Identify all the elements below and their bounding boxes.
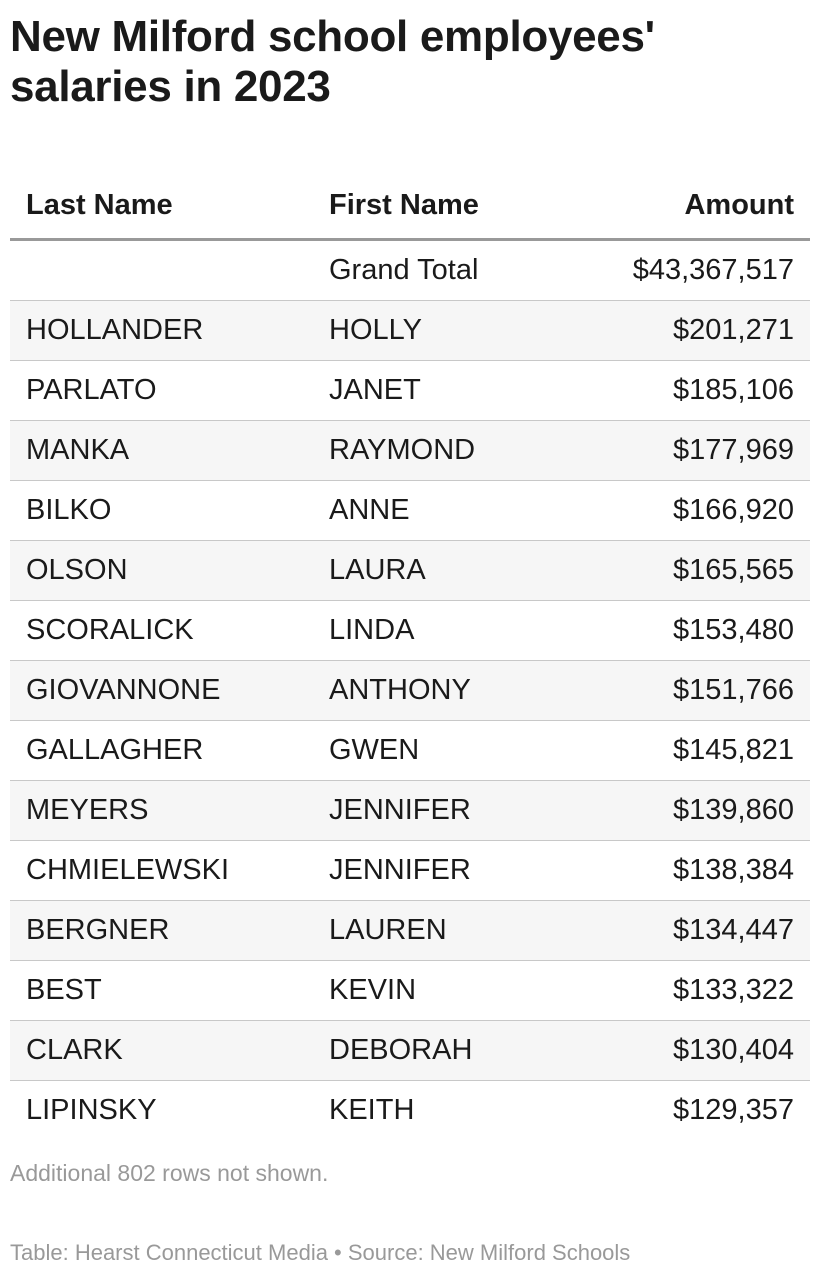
cell-last-name [10, 240, 313, 301]
cell-amount: $139,860 [584, 781, 810, 841]
table-row [10, 1021, 810, 1081]
salary-table [10, 172, 810, 1140]
cell-last-name: MANKA [10, 421, 313, 481]
cell-last-name: OLSON [10, 541, 313, 601]
table-row [10, 961, 810, 1021]
cell-last-name: GIOVANNONE [10, 661, 313, 721]
cell-first-name: DEBORAH [313, 1021, 584, 1081]
cell-first-name: ANNE [313, 481, 584, 541]
table-row [10, 481, 810, 541]
cell-amount: $177,969 [584, 421, 810, 481]
cell-last-name: SCORALICK [10, 601, 313, 661]
cell-amount: $166,920 [584, 481, 810, 541]
grand-total-row [10, 240, 810, 301]
cell-first-name: LAURA [313, 541, 584, 601]
table-row [10, 541, 810, 601]
cell-last-name: CHMIELEWSKI [10, 841, 313, 901]
cell-last-name: BILKO [10, 481, 313, 541]
cell-first-name: KEVIN [313, 961, 584, 1021]
cell-first-name: JENNIFER [313, 841, 584, 901]
cell-first-name: RAYMOND [313, 421, 584, 481]
cell-last-name: BEST [10, 961, 313, 1021]
cell-first-name: ANTHONY [313, 661, 584, 721]
cell-amount: $165,565 [584, 541, 810, 601]
cell-last-name: CLARK [10, 1021, 313, 1081]
table-header-row [10, 172, 810, 240]
cell-amount: $134,447 [584, 901, 810, 961]
cell-last-name: GALLAGHER [10, 721, 313, 781]
column-header-amount: Amount [584, 172, 810, 240]
table-row [10, 661, 810, 721]
cell-first-name: JENNIFER [313, 781, 584, 841]
cell-amount: $185,106 [584, 361, 810, 421]
cell-first-name: JANET [313, 361, 584, 421]
cell-last-name: LIPINSKY [26, 1094, 157, 1126]
cell-last-name: HOLLANDER [10, 301, 313, 361]
cell-amount: $151,766 [584, 661, 810, 721]
table-row [10, 301, 810, 361]
cell-first-name: KEITH [329, 1094, 415, 1126]
table-title: New Milford school employees' salaries in 2023 [10, 12, 655, 111]
cell-last-name: BERGNER [10, 901, 313, 961]
table-row [10, 781, 810, 841]
cell-last-name: PARLATO [10, 361, 313, 421]
table-row [10, 1081, 810, 1141]
cell-first-name: HOLLY [313, 301, 584, 361]
cell-first-name: Grand Total [313, 240, 584, 301]
rows-not-shown-note: Additional 802 rows not shown. [10, 1160, 329, 1186]
table-row [10, 901, 810, 961]
column-header-first-name: First Name [313, 172, 584, 240]
cell-first-name: GWEN [313, 721, 584, 781]
cell-amount: $129,357 [673, 1094, 794, 1126]
cell-first-name: LAUREN [313, 901, 584, 961]
table-row [10, 601, 810, 661]
cell-amount: $133,322 [584, 961, 810, 1021]
cell-amount: $153,480 [584, 601, 810, 661]
cell-amount: $145,821 [584, 721, 810, 781]
table-body [10, 240, 810, 1141]
cell-first-name: LINDA [313, 601, 584, 661]
table-row [10, 721, 810, 781]
cell-amount: $138,384 [584, 841, 810, 901]
table-row [10, 841, 810, 901]
table-row [10, 361, 810, 421]
cell-amount: $43,367,517 [584, 240, 810, 301]
source-credit: Table: Hearst Connecticut Media • Source: New Milford Schools [10, 1240, 631, 1265]
cell-amount: $130,404 [584, 1021, 810, 1081]
table-row [10, 421, 810, 481]
cell-last-name: MEYERS [10, 781, 313, 841]
column-header-last-name: Last Name [10, 172, 313, 240]
cell-amount: $201,271 [584, 301, 810, 361]
